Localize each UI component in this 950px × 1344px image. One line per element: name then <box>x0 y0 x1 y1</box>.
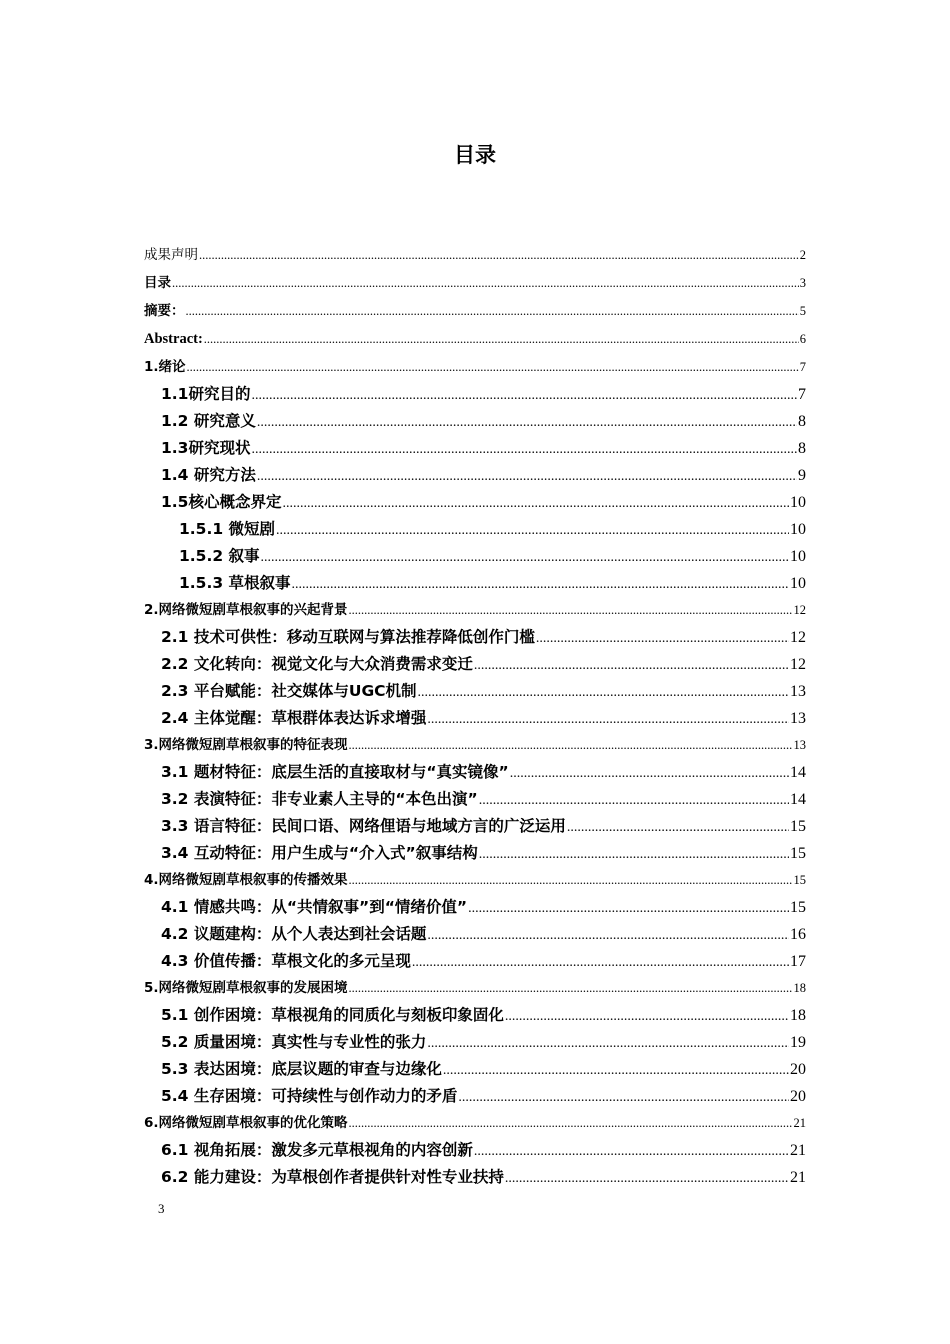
toc-entry[interactable] <box>144 1002 806 1029</box>
toc-entry[interactable] <box>144 1110 806 1137</box>
dot-leader <box>468 895 789 922</box>
toc-entry[interactable] <box>144 269 806 297</box>
toc-entry-label: 2.3 平台赋能：社交媒体与UGC机制 <box>161 682 417 700</box>
toc-entry[interactable] <box>144 651 806 678</box>
toc-entry-label: 5.1 创作困境：草根视角的同质化与刻板印象固化 <box>161 1006 504 1024</box>
toc-entry-page: 12 <box>790 629 806 646</box>
toc-entry[interactable] <box>144 435 806 462</box>
dot-leader <box>261 544 789 571</box>
toc-entry-label: 3.1 题材特征：底层生活的直接取材与“真实镜像” <box>161 763 509 781</box>
dot-leader <box>474 652 789 679</box>
toc-entry[interactable] <box>144 489 806 516</box>
dot-leader <box>257 409 797 436</box>
toc-entry-label: Abstract: <box>144 331 203 347</box>
dot-leader <box>251 436 797 463</box>
dot-leader <box>276 517 789 544</box>
toc-entry-page: 13 <box>793 738 806 752</box>
table-of-contents <box>144 241 806 1191</box>
toc-entry[interactable] <box>144 462 806 489</box>
toc-entry-label: 1.5核心概念界定 <box>161 493 282 511</box>
toc-entry[interactable] <box>144 570 806 597</box>
toc-entry[interactable] <box>144 597 806 624</box>
toc-entry[interactable] <box>144 948 806 975</box>
toc-entry-page: 8 <box>798 440 806 457</box>
dot-leader <box>251 382 797 409</box>
toc-entry-page: 13 <box>790 710 806 727</box>
toc-entry[interactable] <box>144 678 806 705</box>
toc-entry-label: 5.2 质量困境：真实性与专业性的张力 <box>161 1033 427 1051</box>
toc-entry-page: 10 <box>790 548 806 565</box>
toc-entry-page: 5 <box>799 304 806 318</box>
toc-entry-label: 2.1 技术可供性：移动互联网与算法推荐降低创作门槛 <box>161 628 535 646</box>
toc-entry-page: 2 <box>799 248 806 262</box>
page-title: 目录 <box>454 143 496 168</box>
toc-entry-label: 1.绪论 <box>144 359 186 375</box>
toc-entry-label: 1.5.3 草根叙事 <box>179 574 291 592</box>
toc-entry[interactable] <box>144 1029 806 1056</box>
dot-leader <box>505 1003 789 1030</box>
dot-leader <box>479 787 789 814</box>
dot-leader <box>443 1057 789 1084</box>
toc-entry-page: 21 <box>790 1142 806 1159</box>
dot-leader <box>349 1110 793 1137</box>
toc-entry-page: 14 <box>790 764 806 781</box>
toc-entry-page: 15 <box>790 818 806 835</box>
dot-leader <box>427 706 789 733</box>
dot-leader <box>187 353 799 381</box>
toc-entry[interactable] <box>144 381 806 408</box>
toc-entry-page: 3 <box>799 276 806 290</box>
dot-leader <box>292 571 789 598</box>
toc-entry-label: 1.4 研究方法 <box>161 466 256 484</box>
toc-entry-label: 3.2 表演特征：非专业素人主导的“本色出演” <box>161 790 478 808</box>
toc-entry-page: 7 <box>799 360 806 374</box>
toc-entry[interactable] <box>144 921 806 948</box>
toc-entry-page: 7 <box>798 386 806 403</box>
toc-entry-label: 1.3研究现状 <box>161 439 251 457</box>
toc-entry-page: 10 <box>790 575 806 592</box>
toc-entry-label: 6.网络微短剧草根叙事的优化策略 <box>144 1115 348 1131</box>
dot-leader <box>199 241 799 269</box>
toc-entry[interactable] <box>144 786 806 813</box>
dot-leader <box>427 1030 789 1057</box>
toc-entry[interactable] <box>144 1164 806 1191</box>
toc-entry-page: 12 <box>793 603 806 617</box>
dot-leader <box>349 867 793 894</box>
dot-leader <box>349 732 793 759</box>
toc-entry-page: 15 <box>793 873 806 887</box>
toc-entry[interactable] <box>144 325 806 353</box>
toc-entry[interactable] <box>144 543 806 570</box>
toc-entry-page: 13 <box>790 683 806 700</box>
toc-entry-page: 15 <box>790 845 806 862</box>
toc-entry-label: 2.4 主体觉醒：草根群体表达诉求增强 <box>161 709 427 727</box>
toc-entry-page: 10 <box>790 521 806 538</box>
toc-entry-label: 摘要： <box>144 303 185 319</box>
toc-entry[interactable] <box>144 353 806 381</box>
toc-entry-label: 3.网络微短剧草根叙事的特征表现 <box>144 737 348 753</box>
dot-leader <box>536 625 789 652</box>
toc-entry-label: 目录 <box>144 275 171 291</box>
toc-entry-page: 20 <box>790 1061 806 1078</box>
toc-entry[interactable] <box>144 813 806 840</box>
toc-entry-label: 4.网络微短剧草根叙事的传播效果 <box>144 872 348 888</box>
toc-entry-label: 1.5.1 微短剧 <box>179 520 276 538</box>
dot-leader <box>172 269 799 297</box>
toc-entry-label: 3.3 语言特征：民间口语、网络俚语与地域方言的广泛运用 <box>161 817 566 835</box>
toc-entry[interactable] <box>144 894 806 921</box>
toc-entry-label: 1.2 研究意义 <box>161 412 256 430</box>
dot-leader <box>510 760 789 787</box>
toc-entry[interactable] <box>144 516 806 543</box>
dot-leader <box>427 922 789 949</box>
toc-entry-page: 12 <box>790 656 806 673</box>
toc-entry[interactable] <box>144 241 806 269</box>
toc-entry[interactable] <box>144 705 806 732</box>
toc-entry[interactable] <box>144 1056 806 1083</box>
toc-entry-label: 6.2 能力建设：为草根创作者提供针对性专业扶持 <box>161 1168 504 1186</box>
toc-entry-label: 5.3 表达困境：底层议题的审查与边缘化 <box>161 1060 442 1078</box>
toc-entry-page: 16 <box>790 926 806 943</box>
toc-entry[interactable] <box>144 408 806 435</box>
toc-entry-label: 1.5.2 叙事 <box>179 547 260 565</box>
toc-entry-label: 6.1 视角拓展：激发多元草根视角的内容创新 <box>161 1141 473 1159</box>
toc-entry-page: 21 <box>793 1116 806 1130</box>
toc-entry-page: 10 <box>790 494 806 511</box>
toc-entry-page: 20 <box>790 1088 806 1105</box>
toc-entry[interactable] <box>144 297 806 325</box>
toc-entry-label: 2.2 文化转向：视觉文化与大众消费需求变迁 <box>161 655 473 673</box>
toc-entry-page: 6 <box>799 332 806 346</box>
toc-entry[interactable] <box>144 1137 806 1164</box>
toc-entry-page: 21 <box>790 1169 806 1186</box>
dot-leader <box>204 325 799 353</box>
toc-entry[interactable] <box>144 1083 806 1110</box>
dot-leader <box>479 841 789 868</box>
dot-leader <box>412 949 789 976</box>
toc-entry-label: 4.1 情感共鸣：从“共情叙事”到“情绪价值” <box>161 898 468 916</box>
toc-entry-label: 5.4 生存困境：可持续性与创作动力的矛盾 <box>161 1087 458 1105</box>
toc-entry-page: 9 <box>798 467 806 484</box>
toc-entry-page: 17 <box>790 953 806 970</box>
toc-entry[interactable] <box>144 840 806 867</box>
toc-entry-page: 19 <box>790 1034 806 1051</box>
toc-entry[interactable] <box>144 759 806 786</box>
toc-entry[interactable] <box>144 732 806 759</box>
toc-entry-label: 2.网络微短剧草根叙事的兴起背景 <box>144 602 348 618</box>
dot-leader <box>567 814 789 841</box>
toc-entry-page: 18 <box>790 1007 806 1024</box>
dot-leader <box>282 490 789 517</box>
toc-entry[interactable] <box>144 867 806 894</box>
page-number: 3 <box>158 1201 165 1216</box>
toc-entry-page: 14 <box>790 791 806 808</box>
dot-leader <box>505 1165 789 1192</box>
toc-entry-page: 8 <box>798 413 806 430</box>
dot-leader <box>474 1138 789 1165</box>
toc-entry-page: 15 <box>790 899 806 916</box>
dot-leader <box>349 597 793 624</box>
dot-leader <box>458 1084 789 1111</box>
toc-entry-label: 3.4 互动特征：用户生成与“介入式”叙事结构 <box>161 844 478 862</box>
toc-entry-label: 4.2 议题建构：从个人表达到社会话题 <box>161 925 427 943</box>
dot-leader <box>349 975 793 1002</box>
toc-entry-label: 5.网络微短剧草根叙事的发展困境 <box>144 980 348 996</box>
toc-entry-label: 1.1研究目的 <box>161 385 251 403</box>
dot-leader <box>186 297 799 325</box>
toc-entry[interactable] <box>144 975 806 1002</box>
toc-entry-label: 成果声明 <box>144 247 198 263</box>
dot-leader <box>257 463 797 490</box>
toc-entry-label: 4.3 价值传播：草根文化的多元呈现 <box>161 952 411 970</box>
dot-leader <box>418 679 789 706</box>
toc-entry[interactable] <box>144 624 806 651</box>
toc-entry-page: 18 <box>793 981 806 995</box>
